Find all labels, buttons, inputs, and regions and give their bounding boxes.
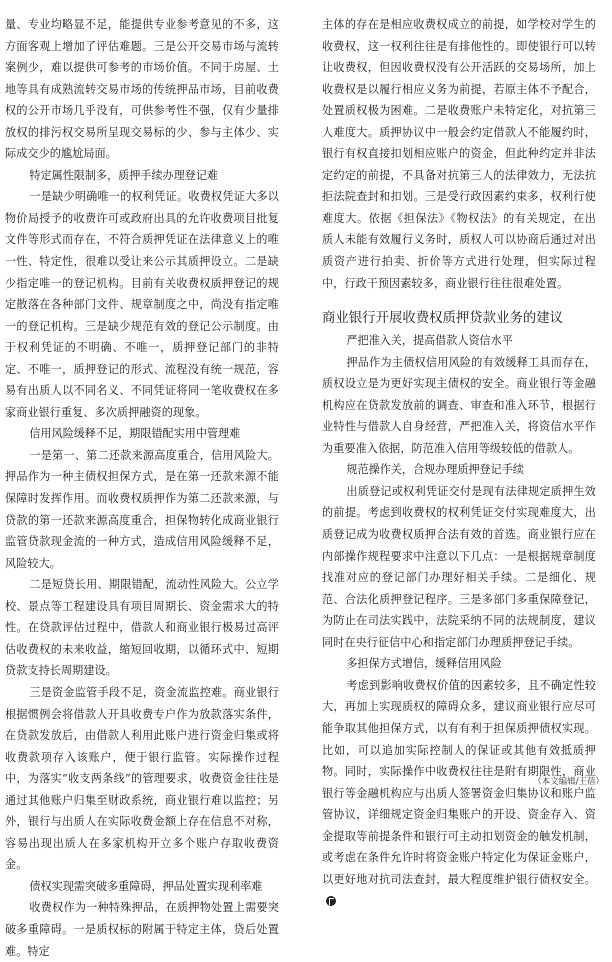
left-paragraph-3: 一是第一、第二还款来源高度重合，信用风险大。押品作为一种主债权担保方式，是在第一还款来源不能保障时发挥作用。而收费权质押作为第二还款来源，与贷款的第一还款来源高度重合，担保物转化成商业银行监管贷款现金流的一种方式，造成信用风险缓释不足，风险较大。 (5, 448, 279, 570)
editor-credit: （本文编辑/王蓓） (533, 777, 604, 787)
left-paragraph-4: 二是短贷长用、期限错配，流动性风险大。公立学校、景点等工程建设具有项目周期长、资金需求大的特性。在贷款评估过程中，借款人和商业银行极易过高评估收费权的未来收益，缩短回收期，以循环式中、短期贷款支持长周期建设。 (5, 578, 279, 678)
right-subheading-1: 严把准入关，提高借款人资信水平 (346, 334, 513, 348)
left-paragraph-6: 收费权作为一种特殊押品，在质押物处置上需要突破多重障碍。一是质权标的附属于特定主体，贷后处置难。特定 (5, 901, 279, 958)
left-paragraph-1: 量、专业均略显不足，能提供专业参考意见的不多，这方面客观上增加了评估难题。三是公开交易市场与流转案例少，难以提供可参考的市场价值。不同于房屋、土地等具有成熟流转交易市场的传统押品市场，目前收费权的公开市场几乎没有，可供参考性不强，仅有少量排放权的排污权交易所呈现交易标的少、参与主体少、实际成交少的尴尬局面。 (5, 18, 279, 161)
section-heading: 商业银行开展收费权质押贷款业务的建议 (322, 311, 564, 327)
left-paragraph-5: 三是资金监管手段不足，资金流监控难。商业银行根据惯例会将借款人开具收费专户作为放款落实条件，在贷款发放后，由借款人利用此账户进行资金归集或将收费款项存入该账户，便于银行监管。实际操作过程中，为落实“收支两条线”的管理要求，收费资金往往是通过其他账户归集至财政系统，商业银行难以监控；另外，银行与出质人在实际收费金额上存在信息不对称，容易出现出质人在多家机构开立多个账户存取收费资金。 (5, 685, 279, 872)
right-subheading-3: 多担保方式增信，缓释信用风险 (346, 657, 502, 671)
left-subheading-1: 特定属性限制多，质押手续办理登记难 (29, 168, 219, 182)
right-paragraph-4-text: 考虑到影响收费权价值的因素较多，且不确定性较大，再加上实现质权的障碍众多，建议商业银行应尽可能争取其他担保方式，以有有利于担保质押债权实现。比如，可以追加实际控制人的保证或其他有效抵质押物。同时，实际操作中收费权往往是附有期限性，商业银行等金融机构应与出质人签署资金归集协议和账户监管协议，详细规定资金归集账户的开设、资金存入、资金提取等前提条件和银行可主动扣划资金的触发机制，或考虑在条件允许时将资金账户特定化为保证金账户，以更好地对抗司法查封，最大程度维护银行债权安全。 (322, 678, 596, 886)
right-paragraph-1: 主体的存在是相应收费权成立的前提，如学校对学生的收费权，这一权利往往是有排他性的。即使银行可以转让收费权，但因收费权没有公开活跃的交易场所，加上收费权是以履行相应义务为前提，若原主体不予配合，处置质权极为困难。二是收费账户未特定化，对抗第三人难度大。质押协议中一般会约定借款人不能履约时，银行有权直接扣划相应账户的资金，但此种约定并非法定约定的前提，不具备对抗第三人的法律效力，无法抗拒法院查封和扣划。三是受行政因素约束多，权利行使难度大。依据《担保法》《物权法》的有关规定，在出质人未能有效履行义务时，质权人可以协商后通过对出质资产进行拍卖、折价等方式进行处理，但实际过程中，行政干预因素较多，商业银行往往很难处置。 (322, 18, 596, 290)
right-paragraph-4 (322, 675, 596, 912)
left-column (5, 14, 279, 962)
left-paragraph-2: 一是缺少明确唯一的权利凭证。收费权凭证大多以物价局授予的收费许可或政府出具的允许收费项目批复文件等形式而存在，不符合质押凭证在法律意义上的唯一性、特定性，很难以受让来公示其质押设立。二是缺少指定唯一的登记机构。目前有关收费权质押登记的规定散落在各种部门文件、规章制度之中，尚没有指定唯一的登记机构。三是缺少规范有效的登记公示制度。由于权利凭证的不明确、不唯一，质押登记部门的非特定、不唯一，质押登记的形式、流程没有统一规范，容易有出质人以不同名义、不同凭证将同一笔收费权在多家商业银行重复、多次质押融资的现象。 (5, 190, 279, 419)
right-subheading-2: 规范操作关，合规办理质押登记手续 (346, 463, 524, 477)
left-subheading-3: 债权实现需突破多重障碍，押品处置实现利率难 (29, 879, 263, 893)
article-end-mark-icon (326, 896, 336, 906)
right-paragraph-3: 出质登记或权利凭证交付是现有法律规定质押生效的前提。考虑到收费权的权利凭证交付实现难度大，出质登记成为收费权质押合法有效的首选。商业银行应在内部操作规程要求中注意以下几点：一是根据规章制度找准对应的登记部门办理好相关手续。二是细化、规范、合法化质押登记程序。三是多部门多重保障登记，为防止在司法实践中，法院采纳不同的法规制度，建议同时在央行征信中心和指定部门办理质押登记手续。 (322, 484, 596, 649)
right-paragraph-2: 押品作为主债权信用风险的有效缓释工具而存在，质权设立是为更好实现主债权的安全。商业银行等金融机构应在贷款发放前的调查、审查和准入环节，根据行业特性与借款人自身经营，严把准入关，将资信水平作为重要准入依据，防范准入信用等级较低的借款人。 (322, 355, 596, 455)
left-subheading-2: 信用风险缓释不足，期限错配实用中管理难 (29, 427, 241, 441)
